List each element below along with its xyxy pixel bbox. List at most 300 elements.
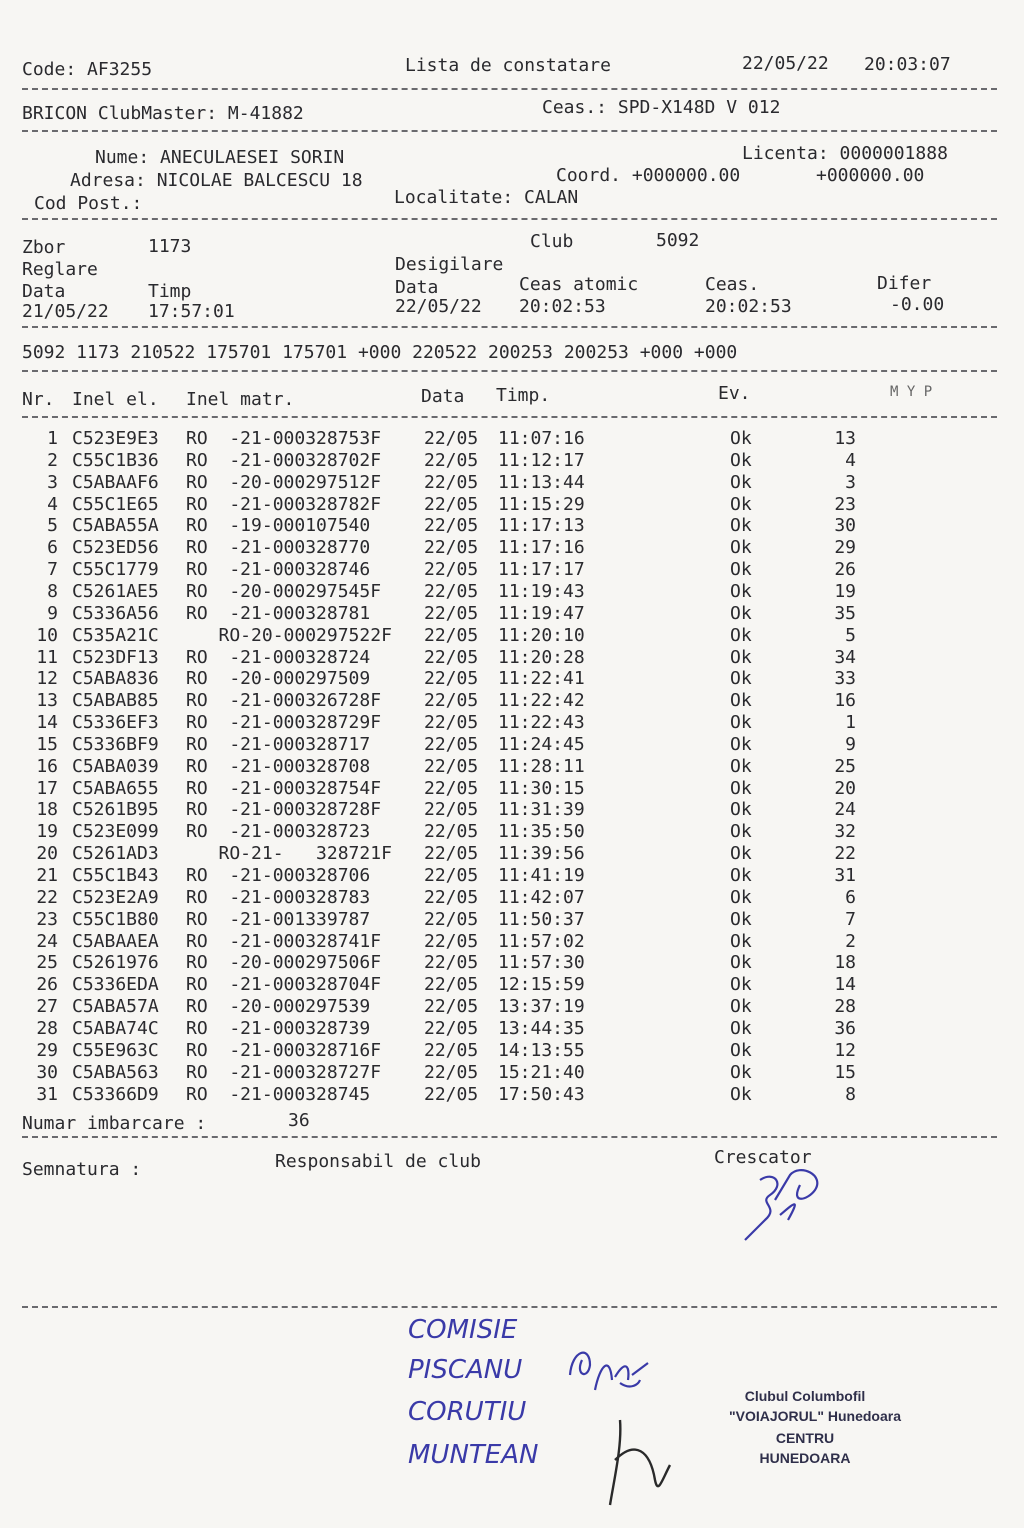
ring-registration: RO -21-000328783 bbox=[186, 886, 371, 908]
ring-electronic: C5ABA563 bbox=[72, 1061, 159, 1083]
table-row bbox=[0, 756, 1024, 778]
stamp-line-4: HUNEDOARA bbox=[759, 1450, 851, 1466]
row-event: Ok bbox=[730, 886, 752, 908]
row-event: Ok bbox=[730, 930, 752, 952]
row-event: Ok bbox=[730, 449, 752, 471]
row-time: 11:13:44 bbox=[498, 471, 585, 493]
ring-registration: RO -21-000328724 bbox=[186, 646, 371, 668]
table-row bbox=[0, 734, 1024, 756]
table-row bbox=[0, 690, 1024, 712]
ring-electronic: C55C1B43 bbox=[72, 865, 159, 886]
code-line: 5092 1173 210522 175701 175701 +000 220522 200253 200253 +000 +000 bbox=[22, 342, 738, 363]
row-position: 13 bbox=[834, 428, 856, 449]
table-row bbox=[0, 581, 1024, 603]
row-time: 13:44:35 bbox=[498, 1017, 585, 1039]
row-position: 30 bbox=[834, 515, 856, 537]
unsealing-date-label: Data bbox=[395, 277, 439, 298]
row-event: Ok bbox=[730, 493, 752, 515]
col-data: Data bbox=[421, 386, 465, 407]
ring-registration: RO -21-000328704F bbox=[186, 974, 382, 996]
table-row bbox=[0, 1084, 1024, 1106]
row-event: Ok bbox=[730, 799, 752, 821]
row-number: 10 bbox=[36, 624, 58, 646]
row-time: 11:15:29 bbox=[498, 493, 585, 515]
row-position: 3 bbox=[845, 471, 856, 493]
ring-electronic: C5336BF9 bbox=[72, 733, 159, 755]
owner-name: Nume: ANECULAESEI SORIN bbox=[95, 147, 345, 168]
handwritten-commission: COMISIE bbox=[408, 1315, 518, 1345]
separator bbox=[22, 370, 997, 372]
ring-electronic: C53366D9 bbox=[72, 1083, 159, 1105]
row-date: 22/05 bbox=[424, 908, 479, 930]
ring-electronic: C5ABA74C bbox=[72, 1017, 159, 1039]
row-position: 2 bbox=[845, 930, 856, 952]
table-row bbox=[0, 625, 1024, 647]
clock-label: Ceas. bbox=[705, 274, 760, 295]
difference-value: -0.00 bbox=[890, 294, 945, 315]
separator bbox=[22, 218, 997, 220]
table-row bbox=[0, 472, 1024, 494]
row-time: 15:21:40 bbox=[498, 1061, 585, 1083]
row-position: 23 bbox=[834, 493, 856, 515]
row-position: 15 bbox=[834, 1061, 856, 1083]
table-row bbox=[0, 603, 1024, 625]
row-date: 22/05 bbox=[424, 755, 479, 777]
row-time: 14:13:55 bbox=[498, 1039, 585, 1061]
row-time: 11:07:16 bbox=[498, 428, 585, 449]
col-nr: Nr. bbox=[22, 389, 55, 410]
row-event: Ok bbox=[730, 1017, 752, 1039]
row-position: 29 bbox=[834, 537, 856, 559]
ring-electronic: C5ABAAF6 bbox=[72, 471, 159, 493]
ring-electronic: C523E9E3 bbox=[72, 428, 159, 449]
row-event: Ok bbox=[730, 471, 752, 493]
row-event: Ok bbox=[730, 668, 752, 690]
club-number: 5092 bbox=[656, 230, 700, 251]
row-time: 13:37:19 bbox=[498, 996, 585, 1018]
row-date: 22/05 bbox=[424, 843, 479, 865]
table-row bbox=[0, 668, 1024, 690]
ring-registration: RO -21-000328782F bbox=[186, 493, 382, 515]
ring-registration: RO -21-000328708 bbox=[186, 755, 371, 777]
row-date: 22/05 bbox=[424, 777, 479, 799]
row-number: 7 bbox=[47, 559, 58, 581]
ring-registration: RO -21-001339787 bbox=[186, 908, 371, 930]
ring-electronic: C5261B95 bbox=[72, 799, 159, 821]
row-date: 22/05 bbox=[424, 690, 479, 712]
locality: Localitate: CALAN bbox=[394, 187, 579, 208]
row-number: 31 bbox=[36, 1083, 58, 1105]
row-date: 22/05 bbox=[424, 493, 479, 515]
clock-id: Ceas.: SPD-X148D V 012 bbox=[542, 97, 781, 118]
row-date: 22/05 bbox=[424, 668, 479, 690]
ring-electronic: C523DF13 bbox=[72, 646, 159, 668]
row-date: 22/05 bbox=[424, 974, 479, 996]
table-row bbox=[0, 821, 1024, 843]
ring-registration: RO -21-000328746 bbox=[186, 559, 371, 581]
row-time: 11:41:19 bbox=[498, 865, 585, 886]
row-event: Ok bbox=[730, 580, 752, 602]
code-label: Code: AF3255 bbox=[22, 59, 153, 80]
row-date: 22/05 bbox=[424, 733, 479, 755]
row-position: 25 bbox=[834, 755, 856, 777]
table-row bbox=[0, 647, 1024, 669]
ring-electronic: C55E963C bbox=[72, 1039, 159, 1061]
row-number: 19 bbox=[36, 821, 58, 843]
coordinates-lat: Coord. +000000.00 bbox=[556, 165, 741, 186]
separator bbox=[22, 130, 997, 132]
setting-time-label: Timp bbox=[148, 281, 192, 302]
ring-registration: RO -21-000328745 bbox=[186, 1083, 371, 1105]
row-number: 28 bbox=[36, 1017, 58, 1039]
row-date: 22/05 bbox=[424, 1017, 479, 1039]
table-row bbox=[0, 428, 1024, 450]
table-row bbox=[0, 515, 1024, 537]
table-row bbox=[0, 952, 1024, 974]
separator bbox=[22, 416, 997, 418]
handwritten-name-3: MUNTEAN bbox=[408, 1440, 539, 1470]
row-number: 25 bbox=[36, 952, 58, 974]
ring-registration: RO -21-000328727F bbox=[186, 1061, 382, 1083]
row-number: 15 bbox=[36, 733, 58, 755]
row-number: 11 bbox=[36, 646, 58, 668]
license-number: Licenta: 0000001888 bbox=[742, 143, 948, 164]
header-time: 20:03:07 bbox=[864, 54, 951, 75]
boarding-count: 36 bbox=[288, 1110, 310, 1131]
row-position: 36 bbox=[834, 1017, 856, 1039]
row-date: 22/05 bbox=[424, 624, 479, 646]
ring-registration: RO -20-000297512F bbox=[186, 471, 382, 493]
table-row bbox=[0, 1018, 1024, 1040]
row-date: 22/05 bbox=[424, 537, 479, 559]
row-event: Ok bbox=[730, 1083, 752, 1105]
row-time: 11:30:15 bbox=[498, 777, 585, 799]
row-date: 22/05 bbox=[424, 1061, 479, 1083]
ring-electronic: C5336EF3 bbox=[72, 712, 159, 734]
ring-registration: RO -21-000328702F bbox=[186, 449, 382, 471]
table-row bbox=[0, 712, 1024, 734]
col-inel-el: Inel el. bbox=[72, 389, 159, 410]
ring-electronic: C55C1B36 bbox=[72, 449, 159, 471]
row-position: 18 bbox=[834, 952, 856, 974]
row-position: 33 bbox=[834, 668, 856, 690]
unsealing-date: 22/05/22 bbox=[395, 296, 482, 317]
row-number: 18 bbox=[36, 799, 58, 821]
ring-registration: RO -21-000326728F bbox=[186, 690, 382, 712]
table-row bbox=[0, 559, 1024, 581]
row-position: 35 bbox=[834, 602, 856, 624]
setting-time: 17:57:01 bbox=[148, 301, 235, 322]
row-event: Ok bbox=[730, 843, 752, 865]
setting-label: Reglare bbox=[22, 259, 98, 280]
row-position: 1 bbox=[845, 712, 856, 734]
row-time: 11:20:10 bbox=[498, 624, 585, 646]
row-number: 5 bbox=[47, 515, 58, 537]
row-position: 14 bbox=[834, 974, 856, 996]
row-number: 16 bbox=[36, 755, 58, 777]
unsealing-label: Desigilare bbox=[395, 254, 504, 275]
postal-code-label: Cod Post.: bbox=[34, 193, 143, 214]
row-event: Ok bbox=[730, 755, 752, 777]
row-date: 22/05 bbox=[424, 559, 479, 581]
ring-registration: RO -21-000328753F bbox=[186, 428, 382, 449]
row-position: 24 bbox=[834, 799, 856, 821]
row-time: 11:42:07 bbox=[498, 886, 585, 908]
ring-registration: RO -21-000328717 bbox=[186, 733, 371, 755]
row-time: 11:22:41 bbox=[498, 668, 585, 690]
row-position: 20 bbox=[834, 777, 856, 799]
stamp-line-3: CENTRU bbox=[775, 1430, 835, 1446]
row-position: 31 bbox=[834, 865, 856, 886]
row-time: 11:19:43 bbox=[498, 580, 585, 602]
ring-electronic: C5261976 bbox=[72, 952, 159, 974]
row-time: 11:12:17 bbox=[498, 449, 585, 471]
table-row bbox=[0, 996, 1024, 1018]
ring-registration: RO -21-000328770 bbox=[186, 537, 371, 559]
row-position: 9 bbox=[845, 733, 856, 755]
row-position: 28 bbox=[834, 996, 856, 1018]
row-number: 8 bbox=[47, 580, 58, 602]
handwritten-name-1: PISCANU bbox=[408, 1355, 523, 1385]
row-number: 6 bbox=[47, 537, 58, 559]
row-time: 11:57:30 bbox=[498, 952, 585, 974]
ring-registration: RO -21-000328754F bbox=[186, 777, 382, 799]
row-time: 11:17:16 bbox=[498, 537, 585, 559]
separator bbox=[22, 1306, 997, 1308]
table-row bbox=[0, 887, 1024, 909]
ring-electronic: C5ABA55A bbox=[72, 515, 159, 537]
row-event: Ok bbox=[730, 646, 752, 668]
row-number: 3 bbox=[47, 471, 58, 493]
flight-label: Zbor bbox=[22, 237, 66, 258]
difference-label: Difer bbox=[877, 273, 932, 294]
row-position: 26 bbox=[834, 559, 856, 581]
row-number: 20 bbox=[36, 843, 58, 865]
row-date: 22/05 bbox=[424, 449, 479, 471]
row-date: 22/05 bbox=[424, 646, 479, 668]
ring-registration: RO -21-000328741F bbox=[186, 930, 382, 952]
row-number: 9 bbox=[47, 602, 58, 624]
breeder-signature bbox=[730, 1165, 840, 1245]
row-date: 22/05 bbox=[424, 712, 479, 734]
setting-date: 21/05/22 bbox=[22, 301, 109, 322]
ring-registration: RO -20-000297509 bbox=[186, 668, 371, 690]
col-timp: Timp. bbox=[496, 385, 551, 406]
table-row bbox=[0, 931, 1024, 953]
club-responsible-label: Responsabil de club bbox=[275, 1151, 481, 1172]
row-number: 24 bbox=[36, 930, 58, 952]
ring-electronic: C5ABA836 bbox=[72, 668, 159, 690]
ring-registration: RO -21-000328739 bbox=[186, 1017, 371, 1039]
ring-electronic: C5ABAB85 bbox=[72, 690, 159, 712]
row-date: 22/05 bbox=[424, 799, 479, 821]
ring-registration: RO -20-000297545F bbox=[186, 580, 382, 602]
row-number: 1 bbox=[47, 428, 58, 449]
ring-electronic: C523ED56 bbox=[72, 537, 159, 559]
row-date: 22/05 bbox=[424, 886, 479, 908]
col-myp: M Y P bbox=[890, 384, 933, 400]
clubmaster-label: BRICON ClubMaster: M-41882 bbox=[22, 103, 304, 124]
ring-registration: RO -20-000297539 bbox=[186, 996, 371, 1018]
row-event: Ok bbox=[730, 865, 752, 886]
row-time: 11:57:02 bbox=[498, 930, 585, 952]
row-time: 11:20:28 bbox=[498, 646, 585, 668]
table-row bbox=[0, 1040, 1024, 1062]
table-row bbox=[0, 843, 1024, 865]
ring-registration: RO -21-000328706 bbox=[186, 865, 371, 886]
row-time: 11:24:45 bbox=[498, 733, 585, 755]
row-time: 11:35:50 bbox=[498, 821, 585, 843]
row-event: Ok bbox=[730, 624, 752, 646]
row-time: 11:17:13 bbox=[498, 515, 585, 537]
signature-label: Semnatura : bbox=[22, 1159, 142, 1180]
table-row bbox=[0, 799, 1024, 821]
row-event: Ok bbox=[730, 733, 752, 755]
separator bbox=[22, 88, 997, 90]
row-date: 22/05 bbox=[424, 1083, 479, 1105]
ring-registration: RO-21- 328721F bbox=[186, 843, 392, 865]
row-position: 7 bbox=[845, 908, 856, 930]
ring-registration: RO -21-000328716F bbox=[186, 1039, 382, 1061]
boarding-count-label: Numar imbarcare : bbox=[22, 1113, 207, 1134]
ring-electronic: C5336EDA bbox=[72, 974, 159, 996]
table-row bbox=[0, 974, 1024, 996]
separator bbox=[22, 326, 997, 328]
ring-registration: RO -21-000328781 bbox=[186, 602, 371, 624]
col-inel-matr: Inel matr. bbox=[186, 389, 295, 410]
row-date: 22/05 bbox=[424, 580, 479, 602]
atomic-clock-time: 20:02:53 bbox=[519, 296, 606, 317]
row-time: 11:28:11 bbox=[498, 755, 585, 777]
row-event: Ok bbox=[730, 821, 752, 843]
row-time: 11:22:42 bbox=[498, 690, 585, 712]
row-position: 32 bbox=[834, 821, 856, 843]
row-date: 22/05 bbox=[424, 428, 479, 449]
row-date: 22/05 bbox=[424, 471, 479, 493]
row-date: 22/05 bbox=[424, 996, 479, 1018]
row-position: 5 bbox=[845, 624, 856, 646]
ring-registration: RO -21-000328723 bbox=[186, 821, 371, 843]
row-position: 4 bbox=[845, 449, 856, 471]
row-event: Ok bbox=[730, 777, 752, 799]
row-number: 14 bbox=[36, 712, 58, 734]
stamp-line-2: "VOIAJORUL" Hunedoara bbox=[729, 1408, 901, 1424]
ring-registration: RO -19-000107540 bbox=[186, 515, 371, 537]
row-number: 17 bbox=[36, 777, 58, 799]
clock-time: 20:02:53 bbox=[705, 296, 792, 317]
ring-electronic: C55C1B80 bbox=[72, 908, 159, 930]
row-time: 11:22:43 bbox=[498, 712, 585, 734]
row-date: 22/05 bbox=[424, 602, 479, 624]
row-event: Ok bbox=[730, 515, 752, 537]
row-number: 22 bbox=[36, 886, 58, 908]
table-row bbox=[0, 778, 1024, 800]
ring-electronic: C5336A56 bbox=[72, 602, 159, 624]
ring-electronic: C523E2A9 bbox=[72, 886, 159, 908]
row-event: Ok bbox=[730, 996, 752, 1018]
row-time: 11:17:17 bbox=[498, 559, 585, 581]
row-event: Ok bbox=[730, 908, 752, 930]
ring-electronic: C5261AE5 bbox=[72, 580, 159, 602]
row-position: 12 bbox=[834, 1039, 856, 1061]
club-label: Club bbox=[530, 231, 574, 252]
row-time: 11:31:39 bbox=[498, 799, 585, 821]
ring-registration: RO -20-000297506F bbox=[186, 952, 382, 974]
row-position: 6 bbox=[845, 886, 856, 908]
row-number: 12 bbox=[36, 668, 58, 690]
row-event: Ok bbox=[730, 602, 752, 624]
flight-number: 1173 bbox=[148, 236, 192, 257]
row-event: Ok bbox=[730, 952, 752, 974]
ring-electronic: C55C1E65 bbox=[72, 493, 159, 515]
row-event: Ok bbox=[730, 428, 752, 449]
row-time: 12:15:59 bbox=[498, 974, 585, 996]
row-position: 19 bbox=[834, 580, 856, 602]
stamp-line-1: Clubul Columbofil bbox=[744, 1388, 866, 1404]
row-number: 2 bbox=[47, 449, 58, 471]
ring-electronic: C55C1779 bbox=[72, 559, 159, 581]
coordinates-lon: +000000.00 bbox=[816, 165, 925, 186]
ring-electronic: C535A21C bbox=[72, 624, 159, 646]
row-time: 11:50:37 bbox=[498, 908, 585, 930]
row-number: 27 bbox=[36, 996, 58, 1018]
table-row bbox=[0, 865, 1024, 887]
setting-date-label: Data bbox=[22, 281, 66, 302]
separator bbox=[22, 1136, 997, 1138]
ring-electronic: C523E099 bbox=[72, 821, 159, 843]
owner-address: Adresa: NICOLAE BALCESCU 18 bbox=[70, 170, 363, 191]
row-time: 11:19:47 bbox=[498, 602, 585, 624]
table-row bbox=[0, 494, 1024, 516]
ring-electronic: C5ABA039 bbox=[72, 755, 159, 777]
row-position: 34 bbox=[834, 646, 856, 668]
row-event: Ok bbox=[730, 974, 752, 996]
col-ev: Ev. bbox=[718, 383, 751, 404]
ring-electronic: C5261AD3 bbox=[72, 843, 159, 865]
row-event: Ok bbox=[730, 559, 752, 581]
table-row bbox=[0, 909, 1024, 931]
ring-registration: RO-20-000297522F bbox=[186, 624, 392, 646]
breeder-label: Crescator bbox=[714, 1147, 812, 1168]
handwritten-name-2: CORUTIU bbox=[408, 1397, 527, 1427]
row-event: Ok bbox=[730, 537, 752, 559]
row-number: 30 bbox=[36, 1061, 58, 1083]
table-row bbox=[0, 1062, 1024, 1084]
row-date: 22/05 bbox=[424, 1039, 479, 1061]
table-row bbox=[0, 450, 1024, 472]
table-row bbox=[0, 537, 1024, 559]
row-date: 22/05 bbox=[424, 865, 479, 886]
row-number: 13 bbox=[36, 690, 58, 712]
header-date: 22/05/22 bbox=[742, 53, 829, 74]
ring-electronic: C5ABAAEA bbox=[72, 930, 159, 952]
document-title: Lista de constatare bbox=[405, 55, 611, 76]
row-date: 22/05 bbox=[424, 930, 479, 952]
ring-registration: RO -21-000328729F bbox=[186, 712, 382, 734]
row-date: 22/05 bbox=[424, 952, 479, 974]
row-date: 22/05 bbox=[424, 821, 479, 843]
row-number: 21 bbox=[36, 865, 58, 886]
row-event: Ok bbox=[730, 1061, 752, 1083]
row-event: Ok bbox=[730, 1039, 752, 1061]
row-position: 16 bbox=[834, 690, 856, 712]
row-time: 11:39:56 bbox=[498, 843, 585, 865]
atomic-clock-label: Ceas atomic bbox=[519, 274, 639, 295]
row-number: 4 bbox=[47, 493, 58, 515]
row-time: 17:50:43 bbox=[498, 1083, 585, 1105]
ring-electronic: C5ABA57A bbox=[72, 996, 159, 1018]
row-position: 8 bbox=[845, 1083, 856, 1105]
